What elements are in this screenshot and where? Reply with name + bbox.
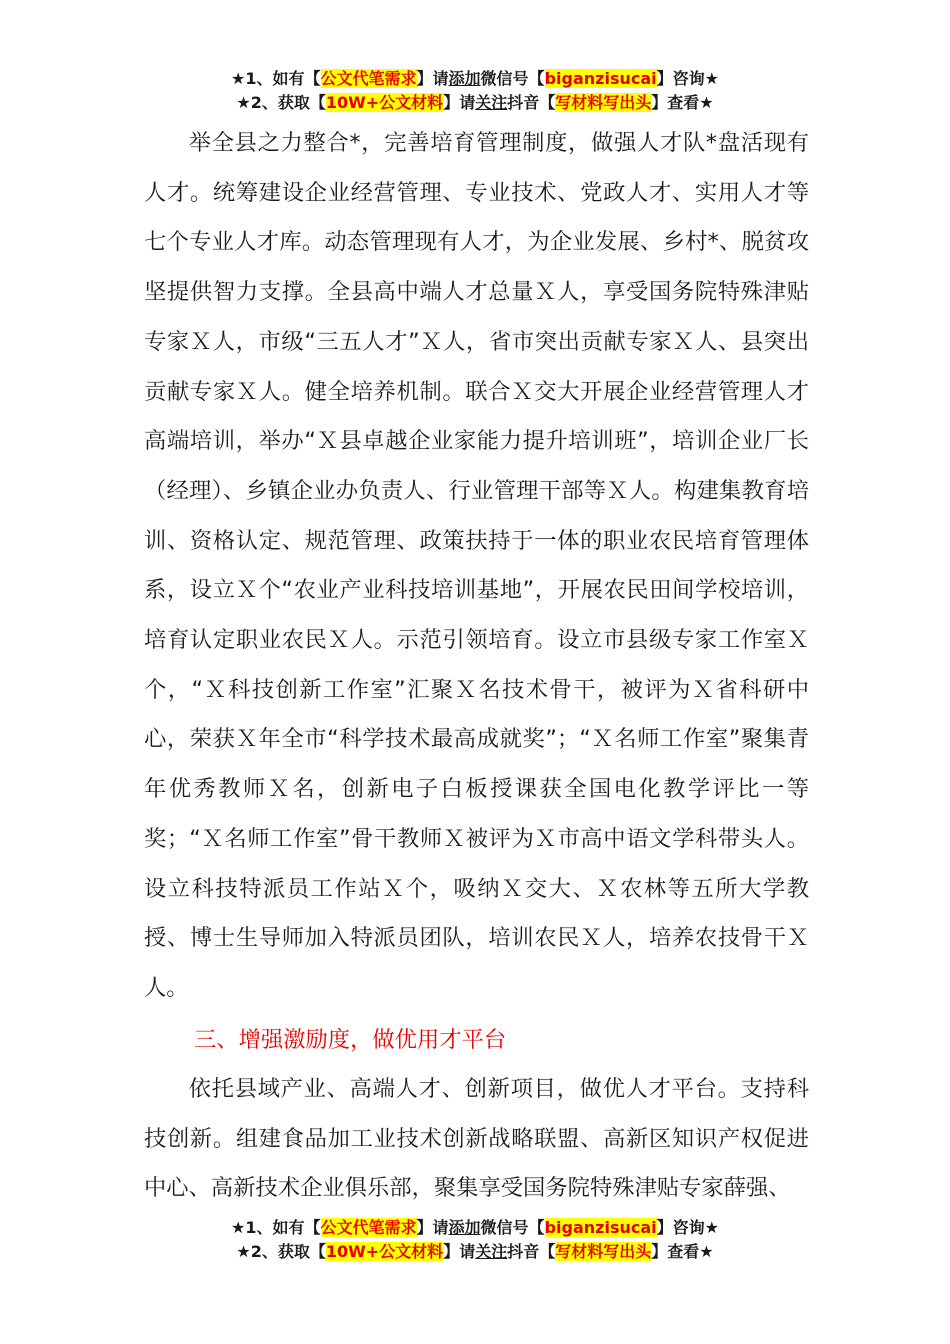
banner-highlight: 10W+公文材料 xyxy=(325,1242,444,1261)
banner-line-1 xyxy=(0,1216,950,1240)
banner-text: 微信号【 xyxy=(480,69,545,88)
banner-text: 】查看★ xyxy=(651,93,714,112)
banner-text: 】请 xyxy=(416,1218,449,1237)
banner-text: ★2、获取【 xyxy=(236,1242,326,1261)
top-banner xyxy=(0,67,950,115)
banner-text: 】查看★ xyxy=(651,1242,714,1261)
section-heading-3: 三、增强激励度，做优用才平台 xyxy=(194,1027,507,1053)
banner-highlight: 10W+公文材料 xyxy=(325,93,444,112)
banner-line-2 xyxy=(0,1240,950,1264)
banner-text: 】请 xyxy=(416,69,449,88)
banner-highlight: 公文代笔需求 xyxy=(320,1218,417,1237)
banner-text: ★1、如有【 xyxy=(231,1218,321,1237)
banner-text: 抖音【 xyxy=(507,1242,556,1261)
body-paragraph-1: 举全县之力整合*，完善培育管理制度，做强人才队*盘活现有人才。统筹建设企业经营管理、专业技术、党政人才、实用人才等七个专业人才库。动态管理现有人才，为企业发展、乡村*、脱贫攻坚提供智力支撑。全县高中端人才总量Ｘ人，享受国务院特殊津贴专家Ｘ人，市级“三五人才”Ｘ人，省市突出贡献专家Ｘ人、县突出贡献专家Ｘ人。健全培养机制。联合Ｘ交大开展企业经营管理人才高端培训，举办“Ｘ县卓越企业家能力提升培训班”，培训企业厂长（经理）、乡镇企业办负责人、行业管理干部等Ｘ人。构建集教育培训、资格认定、规范管理、政策扶持于一体的职业农民培育管理体系，设立Ｘ个“农业产业科技培训基地”，开展农民田间学校培训，培育认定职业农民Ｘ人。示范引领培育。设立市县级专家工作室Ｘ个，“Ｘ科技创新工作室”汇聚Ｘ名技术骨干，被评为Ｘ省科研中心，荣获Ｘ年全市“科学技术最高成就奖”；“Ｘ名师工作室”聚集青年优秀教师Ｘ名，创新电子白板授课获全国电化教学评比一等奖；“Ｘ名师工作室”骨干教师Ｘ被评为Ｘ市高中语文学科带头人。设立科技特派员工作站Ｘ个，吸纳Ｘ交大、Ｘ农林等五所大学教授、博士生导师加入特派员团队，培训农民Ｘ人，培养农技骨干Ｘ人。 xyxy=(144,130,809,1001)
banner-text: 】请 xyxy=(443,93,476,112)
banner-text: 抖音【 xyxy=(507,93,556,112)
banner-douyin-id: 写材料写出头 xyxy=(555,93,652,112)
banner-underline: 关注 xyxy=(475,93,508,112)
banner-wechat-id: biganzisucai xyxy=(544,69,657,88)
banner-underline: 关注 xyxy=(475,1242,508,1261)
banner-highlight: 公文代笔需求 xyxy=(320,69,417,88)
banner-text: 微信号【 xyxy=(480,1218,545,1237)
banner-text: 】咨询★ xyxy=(656,1218,719,1237)
banner-douyin-id: 写材料写出头 xyxy=(555,1242,652,1261)
body-paragraph-2: 依托县域产业、高端人才、创新项目，做优人才平台。支持科技创新。组建食品加工业技术创新战略联盟、高新区知识产权促进中心、高新技术企业俱乐部，聚集享受国务院特殊津贴专家薛强、 xyxy=(144,1076,809,1202)
banner-underline: 添加 xyxy=(448,1218,481,1237)
body-paragraph-2-container xyxy=(144,1065,809,1214)
banner-text: ★2、获取【 xyxy=(236,93,326,112)
banner-line-2 xyxy=(0,91,950,115)
banner-text: ★1、如有【 xyxy=(231,69,321,88)
bottom-banner xyxy=(0,1216,950,1264)
banner-wechat-id: biganzisucai xyxy=(544,1218,657,1237)
banner-underline: 添加 xyxy=(448,69,481,88)
banner-text: 】咨询★ xyxy=(656,69,719,88)
banner-text: 】请 xyxy=(443,1242,476,1261)
body-paragraph-1-container xyxy=(144,119,809,1014)
banner-line-1 xyxy=(0,67,950,91)
